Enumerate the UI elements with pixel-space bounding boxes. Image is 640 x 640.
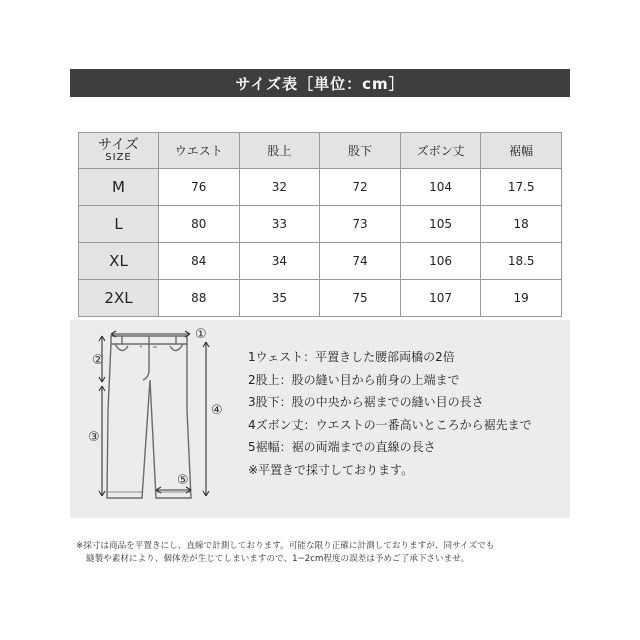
header-size — [79, 133, 159, 169]
note-hem-width: 5裾幅：裾の両端までの直線の長さ — [248, 440, 436, 454]
footnote-line-2: 縫製や素材により、個体差が生じてしまいますので、1~2cm程度の誤差は予めご了承下さいませ。 — [86, 554, 470, 564]
note-waist: 1ウェスト：平置きした腰部両橋の2倍 — [248, 350, 455, 364]
cell-inseam: 75 — [320, 280, 401, 317]
row-size-label: 2XL — [79, 280, 159, 317]
cell-inseam: 72 — [320, 169, 401, 206]
cell-hem-width: 19 — [481, 280, 562, 317]
header-waist: ウエスト — [159, 133, 240, 169]
row-size-label: XL — [79, 243, 159, 280]
header-rise: 股上 — [239, 133, 320, 169]
measurement-guide-panel — [70, 320, 570, 518]
cell-rise: 35 — [239, 280, 320, 317]
header-size-en: SIZE — [105, 152, 132, 163]
pants-diagram — [84, 320, 244, 518]
header-inseam: 股下 — [320, 133, 401, 169]
cell-rise: 34 — [239, 243, 320, 280]
table-row — [79, 243, 562, 280]
cell-waist: 76 — [159, 169, 240, 206]
cell-length: 105 — [400, 206, 481, 243]
header-hem-width: 裾幅 — [481, 133, 562, 169]
marker-3: ③ — [88, 430, 100, 445]
cell-waist: 84 — [159, 243, 240, 280]
table-row — [79, 206, 562, 243]
measurement-notes — [248, 346, 532, 481]
cell-hem-width: 18 — [481, 206, 562, 243]
note-flat-measure: ※平置きで採寸しております。 — [248, 462, 414, 477]
table-header-row — [79, 133, 562, 169]
cell-length: 107 — [400, 280, 481, 317]
row-size-label: M — [79, 169, 159, 206]
note-length: 4ズボン丈：ウエストの一番高いところから裾先まで — [248, 417, 532, 432]
marker-1: ① — [195, 327, 207, 342]
marker-4: ④ — [211, 403, 223, 418]
cell-length: 106 — [400, 243, 481, 280]
cell-waist: 80 — [159, 206, 240, 243]
cell-inseam: 74 — [320, 243, 401, 280]
cell-hem-width: 18.5 — [481, 243, 562, 280]
cell-inseam: 73 — [320, 206, 401, 243]
cell-waist: 88 — [159, 280, 240, 317]
cell-length: 104 — [400, 169, 481, 206]
size-table — [78, 132, 562, 317]
cell-rise: 33 — [239, 206, 320, 243]
footnote-disclaimer — [76, 540, 576, 566]
table-row — [79, 280, 562, 317]
cell-rise: 32 — [239, 169, 320, 206]
header-size-ja: サイズ — [98, 137, 139, 153]
cell-hem-width: 17.5 — [481, 169, 562, 206]
footnote-line-1: ※採寸は商品を平置きにし、直線で計測しております。可能な限り正確に計測しておりますが、同サイズでも — [76, 541, 495, 551]
size-chart-title: サイズ表［単位：cm］ — [70, 69, 570, 97]
row-size-label: L — [79, 206, 159, 243]
header-length: ズボン丈 — [400, 133, 481, 169]
table-row — [79, 169, 562, 206]
note-inseam: 3股下：股の中央から裾までの縫い目の長さ — [248, 395, 484, 409]
note-rise: 2股上：股の縫い目から前身の上端まで — [248, 372, 460, 387]
marker-2: ② — [92, 353, 104, 368]
marker-5: ⑤ — [177, 473, 189, 488]
